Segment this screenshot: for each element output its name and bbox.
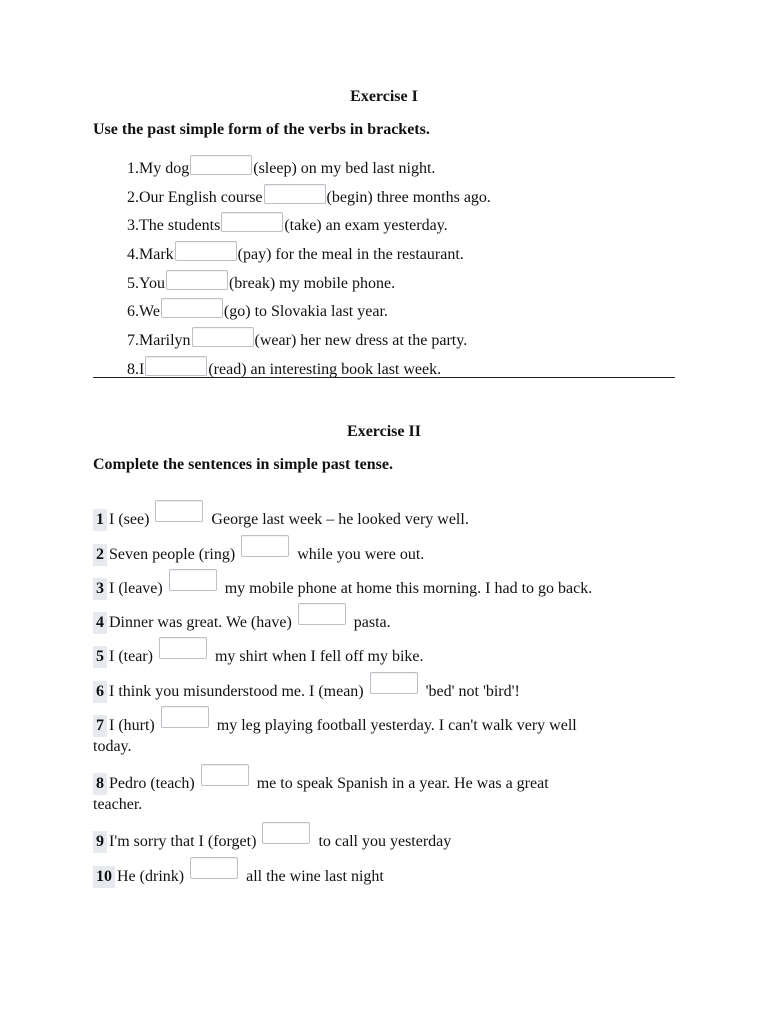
exercise-1-item — [93, 327, 693, 356]
answer-input[interactable] — [262, 822, 310, 844]
exercise-1-item — [93, 212, 693, 241]
sentence-end: while you were out. — [297, 546, 425, 563]
sentence-start: I (tear) — [109, 648, 153, 665]
item-number: 8. — [127, 360, 139, 378]
sentence-end: (pay) for the meal in the restaurant. — [237, 246, 464, 264]
answer-input[interactable] — [161, 706, 209, 728]
sentence-end: (sleep) on my bed last night. — [253, 160, 436, 177]
exercise-2-item — [93, 569, 592, 600]
sentence-start: Seven people (ring) — [109, 546, 236, 563]
sentence-continuation: teacher. — [93, 796, 143, 813]
item-number: 7. — [127, 332, 139, 350]
answer-input[interactable] — [192, 327, 254, 347]
answer-input[interactable] — [241, 535, 289, 557]
exercise-1-item — [93, 298, 693, 327]
item-number: 9 — [93, 831, 107, 853]
item-number: 2. — [127, 188, 139, 206]
exercise-1-item — [93, 241, 693, 270]
sentence-end: (wear) her new dress at the party. — [254, 332, 468, 350]
sentence-start: I (hurt) — [109, 717, 155, 734]
exercise-2-item — [93, 535, 424, 566]
answer-input[interactable] — [155, 500, 203, 522]
sentence-start: Mark — [139, 246, 174, 264]
sentence-start: We — [139, 303, 160, 321]
item-number: 5. — [127, 274, 139, 292]
exercise-2-item — [93, 672, 520, 703]
sentence-start: The students — [139, 217, 221, 235]
exercise-2-item — [93, 603, 391, 634]
sentence-start: I — [139, 360, 145, 378]
sentence-start: Pedro (teach) — [109, 775, 195, 792]
sentence-end: (begin) three months ago. — [326, 188, 491, 206]
answer-input[interactable] — [166, 270, 228, 290]
sentence-continuation: today. — [93, 738, 132, 755]
item-number: 4. — [127, 246, 139, 264]
exercise-1-instruction: Use the past simple form of the verbs in brackets. — [93, 121, 430, 138]
sentence-end: pasta. — [353, 614, 391, 631]
exercise-2-item — [93, 764, 549, 795]
sentence-start: I (see) — [109, 511, 150, 528]
item-number: 7 — [93, 715, 107, 737]
sentence-end: to call you yesterday — [318, 833, 452, 850]
sentence-end: my leg playing football yesterday. I can't walk very well — [216, 717, 577, 734]
sentence-start: Our English course — [139, 188, 263, 206]
sentence-end: George last week – he looked very well. — [211, 511, 469, 528]
exercise-1-item — [93, 270, 693, 299]
sentence-start: You — [139, 274, 165, 292]
sentence-end: (take) an exam yesterday. — [284, 217, 448, 235]
item-number: 3 — [93, 578, 107, 600]
item-number: 1 — [93, 509, 107, 531]
sentence-start: Dinner was great. We (have) — [109, 614, 292, 631]
item-number: 1. — [127, 160, 139, 177]
section-divider — [93, 377, 675, 378]
sentence-start: My dog — [139, 160, 190, 177]
answer-input[interactable] — [169, 569, 217, 591]
item-number: 4 — [93, 612, 107, 634]
sentence-end: my mobile phone at home this morning. I had to go back. — [224, 580, 593, 597]
sentence-end: me to speak Spanish in a year. He was a great — [256, 775, 549, 792]
sentence-start: I think you misunderstood me. I (mean) — [109, 683, 364, 700]
exercise-2-instruction: Complete the sentences in simple past tense. — [93, 456, 393, 473]
answer-input[interactable] — [190, 155, 252, 175]
exercise-2-item — [93, 706, 577, 737]
exercise-1-list — [93, 155, 693, 385]
item-number: 5 — [93, 646, 107, 668]
answer-input[interactable] — [159, 637, 207, 659]
exercise-1-item — [93, 356, 693, 385]
answer-input[interactable] — [175, 241, 237, 261]
sentence-start: I'm sorry that I (forget) — [109, 833, 257, 850]
answer-input[interactable] — [161, 298, 223, 318]
sentence-start: Marilyn — [139, 332, 191, 350]
item-number: 6. — [127, 303, 139, 321]
sentence-end: all the wine last night — [246, 868, 384, 885]
sentence-end: 'bed' not 'bird'! — [425, 683, 520, 700]
sentence-end: (go) to Slovakia last year. — [223, 303, 388, 321]
item-number: 2 — [93, 544, 107, 566]
exercise-1-item — [93, 155, 693, 184]
answer-input[interactable] — [201, 764, 249, 786]
answer-input[interactable] — [370, 672, 418, 694]
item-number: 3. — [127, 217, 139, 235]
answer-input[interactable] — [190, 857, 238, 879]
exercise-1-item — [93, 184, 693, 213]
answer-input[interactable] — [221, 212, 283, 232]
exercise-2-item — [93, 857, 384, 888]
sentence-start: I (leave) — [109, 580, 163, 597]
sentence-end: (break) my mobile phone. — [228, 274, 396, 292]
exercise-1-title: Exercise I — [350, 88, 418, 105]
exercise-2-title: Exercise II — [347, 423, 421, 440]
sentence-end: (read) an interesting book last week. — [208, 360, 442, 378]
answer-input[interactable] — [264, 184, 326, 204]
item-number: 6 — [93, 681, 107, 703]
item-number: 8 — [93, 773, 107, 795]
answer-input[interactable] — [145, 356, 207, 376]
exercise-2-item — [93, 500, 469, 531]
answer-input[interactable] — [298, 603, 346, 625]
exercise-2-item — [93, 822, 451, 853]
sentence-end: my shirt when I fell off my bike. — [214, 648, 424, 665]
exercise-2-item — [93, 637, 424, 668]
sentence-start: He (drink) — [117, 868, 185, 885]
item-number: 10 — [93, 866, 115, 888]
